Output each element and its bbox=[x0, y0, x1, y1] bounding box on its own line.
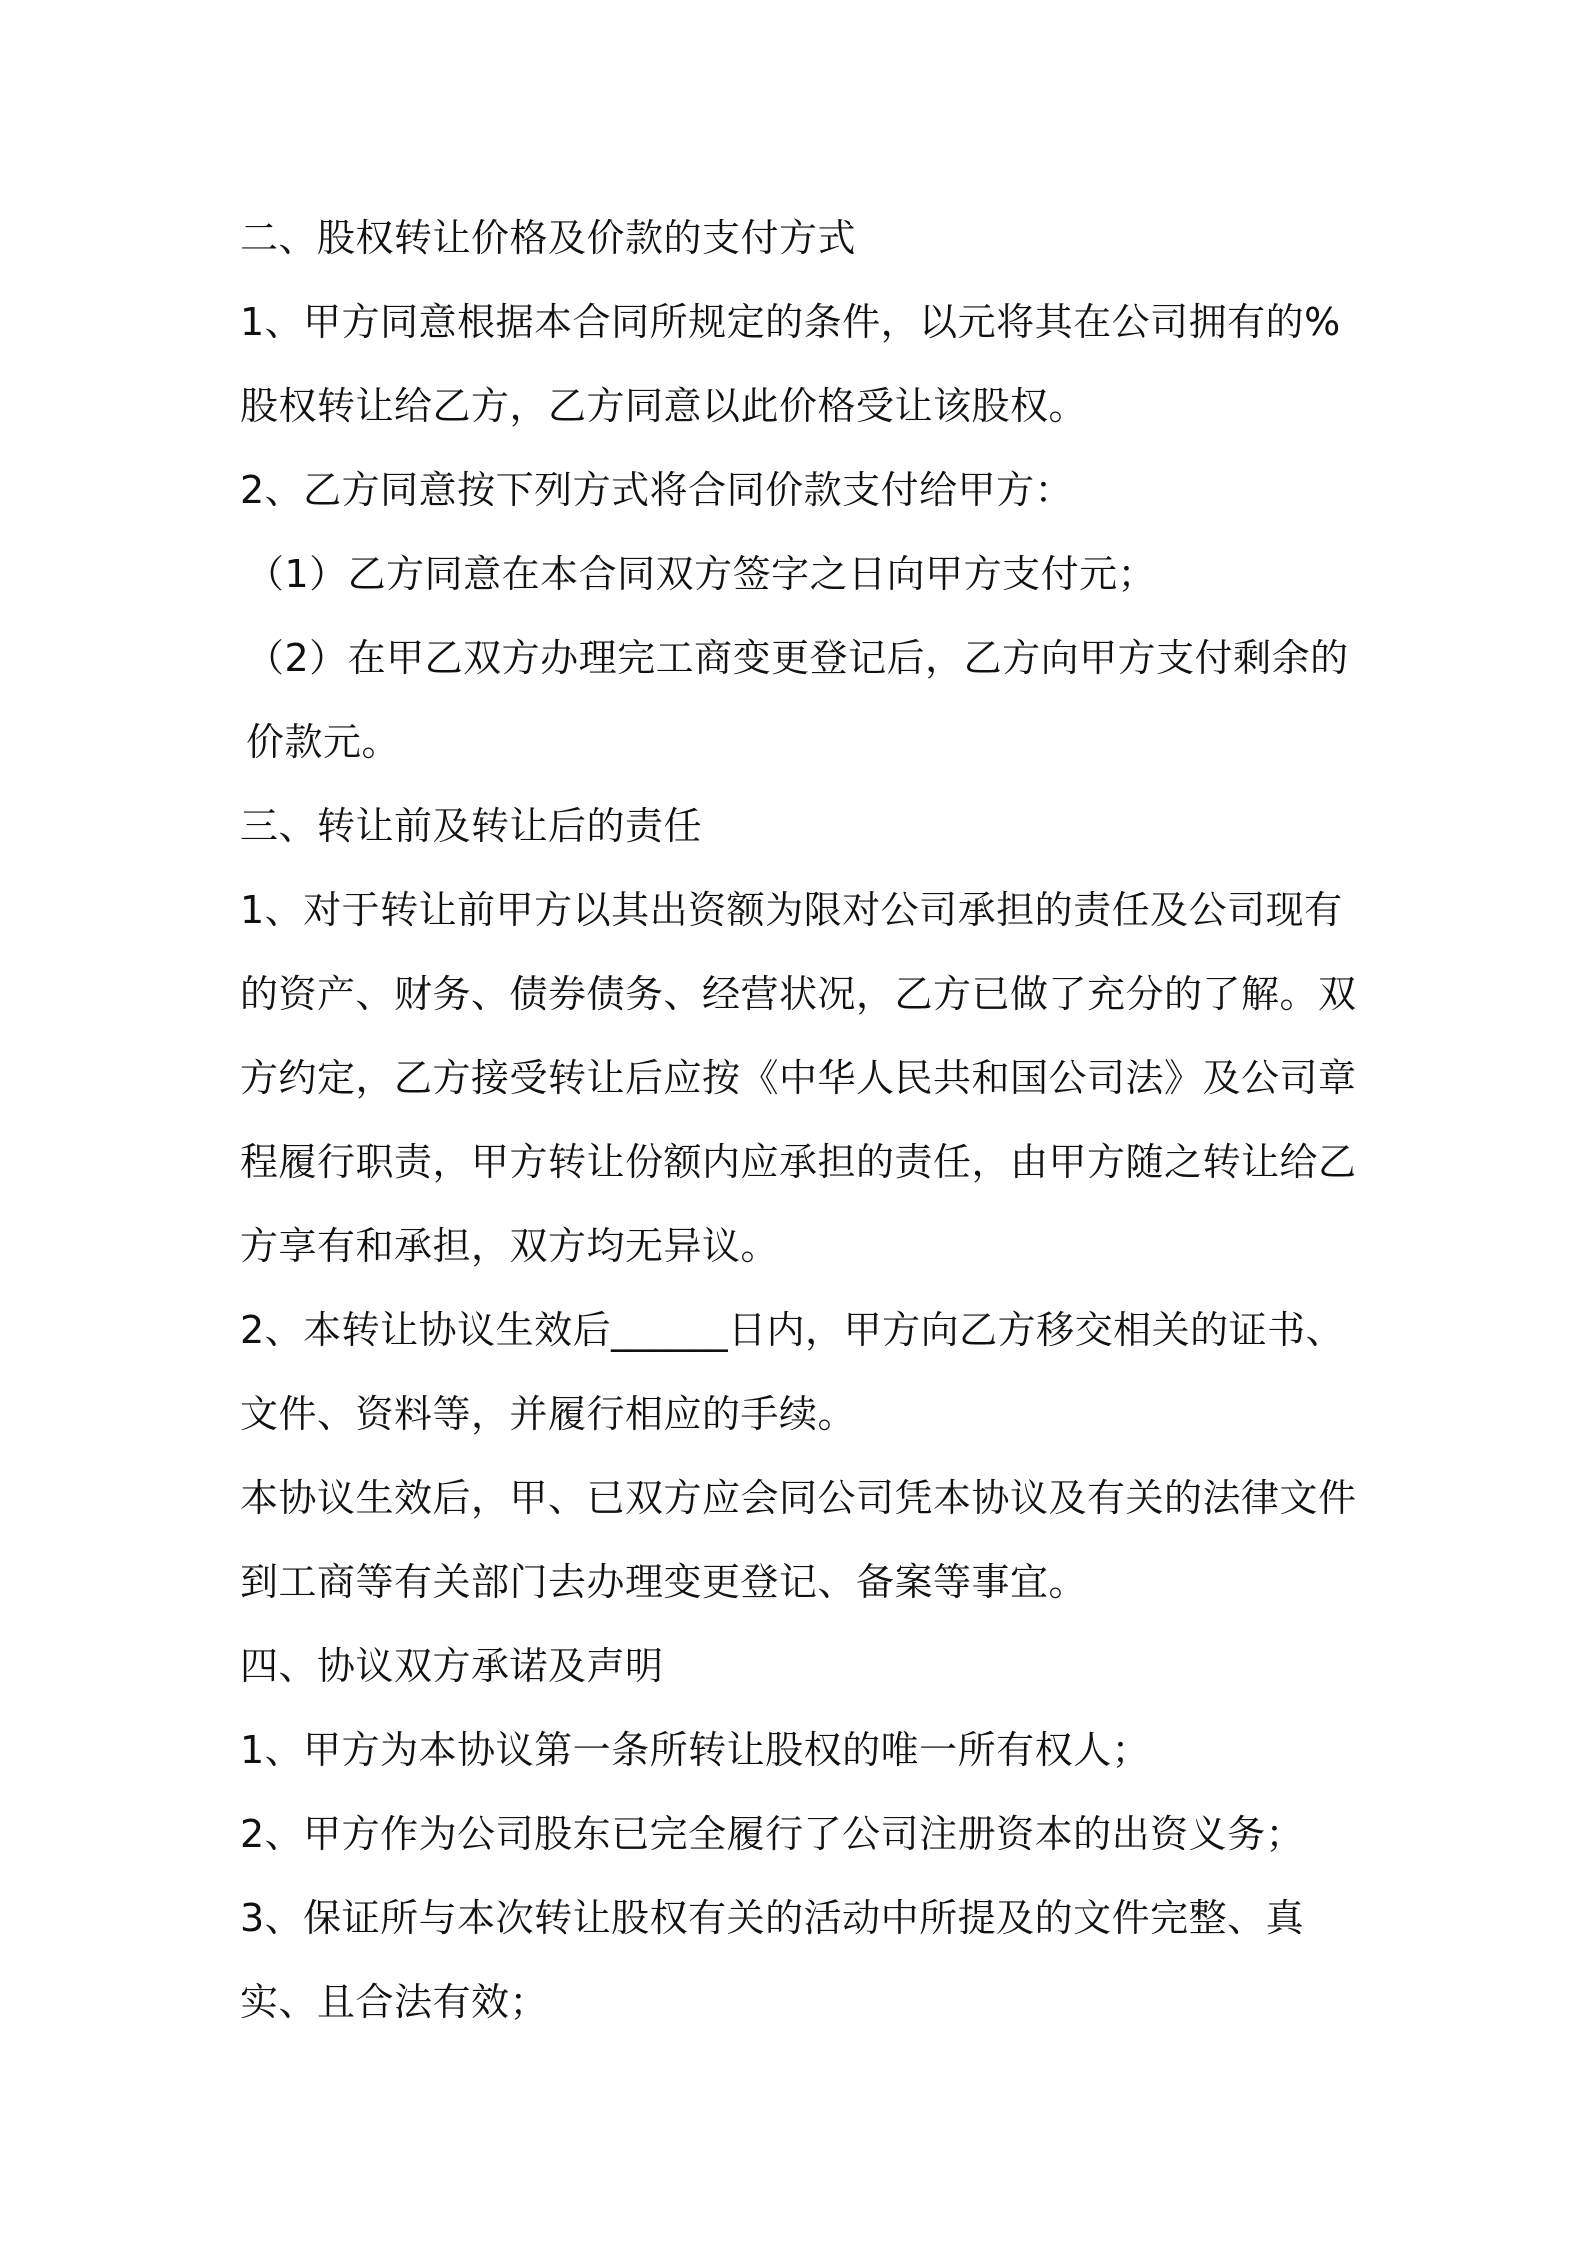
clause-3-2: 2、本转让协议生效后______日内，甲方向乙方移交相关的证书、文件、资料等，并履行相应的手续。 bbox=[240, 1308, 1345, 1436]
clause-3-note: 本协议生效后，甲、已双方应会同公司凭本协议及有关的法律文件到工商等有关部门去办理变更登记、备案等事宜。 bbox=[240, 1476, 1357, 1604]
clause-3-1: 1、对于转让前甲方以其出资额为限对公司承担的责任及公司现有的资产、财务、债券债务、经营状况，乙方已做了充分的了解。双方约定，乙方接受转让后应按《中华人民共和国公司法》及公司章程履行职责，甲方转让份额内应承担的责任，由甲方随之转让给乙方享有和承担，双方均无异议。 bbox=[240, 888, 1357, 1268]
document-body bbox=[240, 196, 1360, 2044]
clause-4-2: 2、甲方作为公司股东已完全履行了公司注册资本的出资义务； bbox=[240, 1812, 1305, 1856]
clause-4-3: 3、保证所与本次转让股权有关的活动中所提及的文件完整、真实、且合法有效； bbox=[240, 1896, 1305, 2024]
clause-2-1: 1、甲方同意根据本合同所规定的条件，以元将其在公司拥有的%股权转让给乙方，乙方同意以此价格受让该股权。 bbox=[240, 300, 1341, 428]
section-heading-2: 二、股权转让价格及价款的支付方式 bbox=[240, 216, 857, 260]
clause-2-2-item-2: （2）在甲乙双方办理完工商变更登记后，乙方向甲方支付剩余的价款元。 bbox=[246, 636, 1349, 764]
section-heading-3: 三、转让前及转让后的责任 bbox=[240, 804, 703, 848]
clause-2-2: 2、乙方同意按下列方式将合同价款支付给甲方： bbox=[240, 468, 1074, 512]
clause-2-2-item-1: （1）乙方同意在本合同双方签字之日向甲方支付元； bbox=[246, 552, 1157, 596]
section-heading-4: 四、协议双方承诺及声明 bbox=[240, 1644, 664, 1688]
clause-4-1: 1、甲方为本协议第一条所转让股权的唯一所有权人； bbox=[240, 1728, 1151, 1772]
